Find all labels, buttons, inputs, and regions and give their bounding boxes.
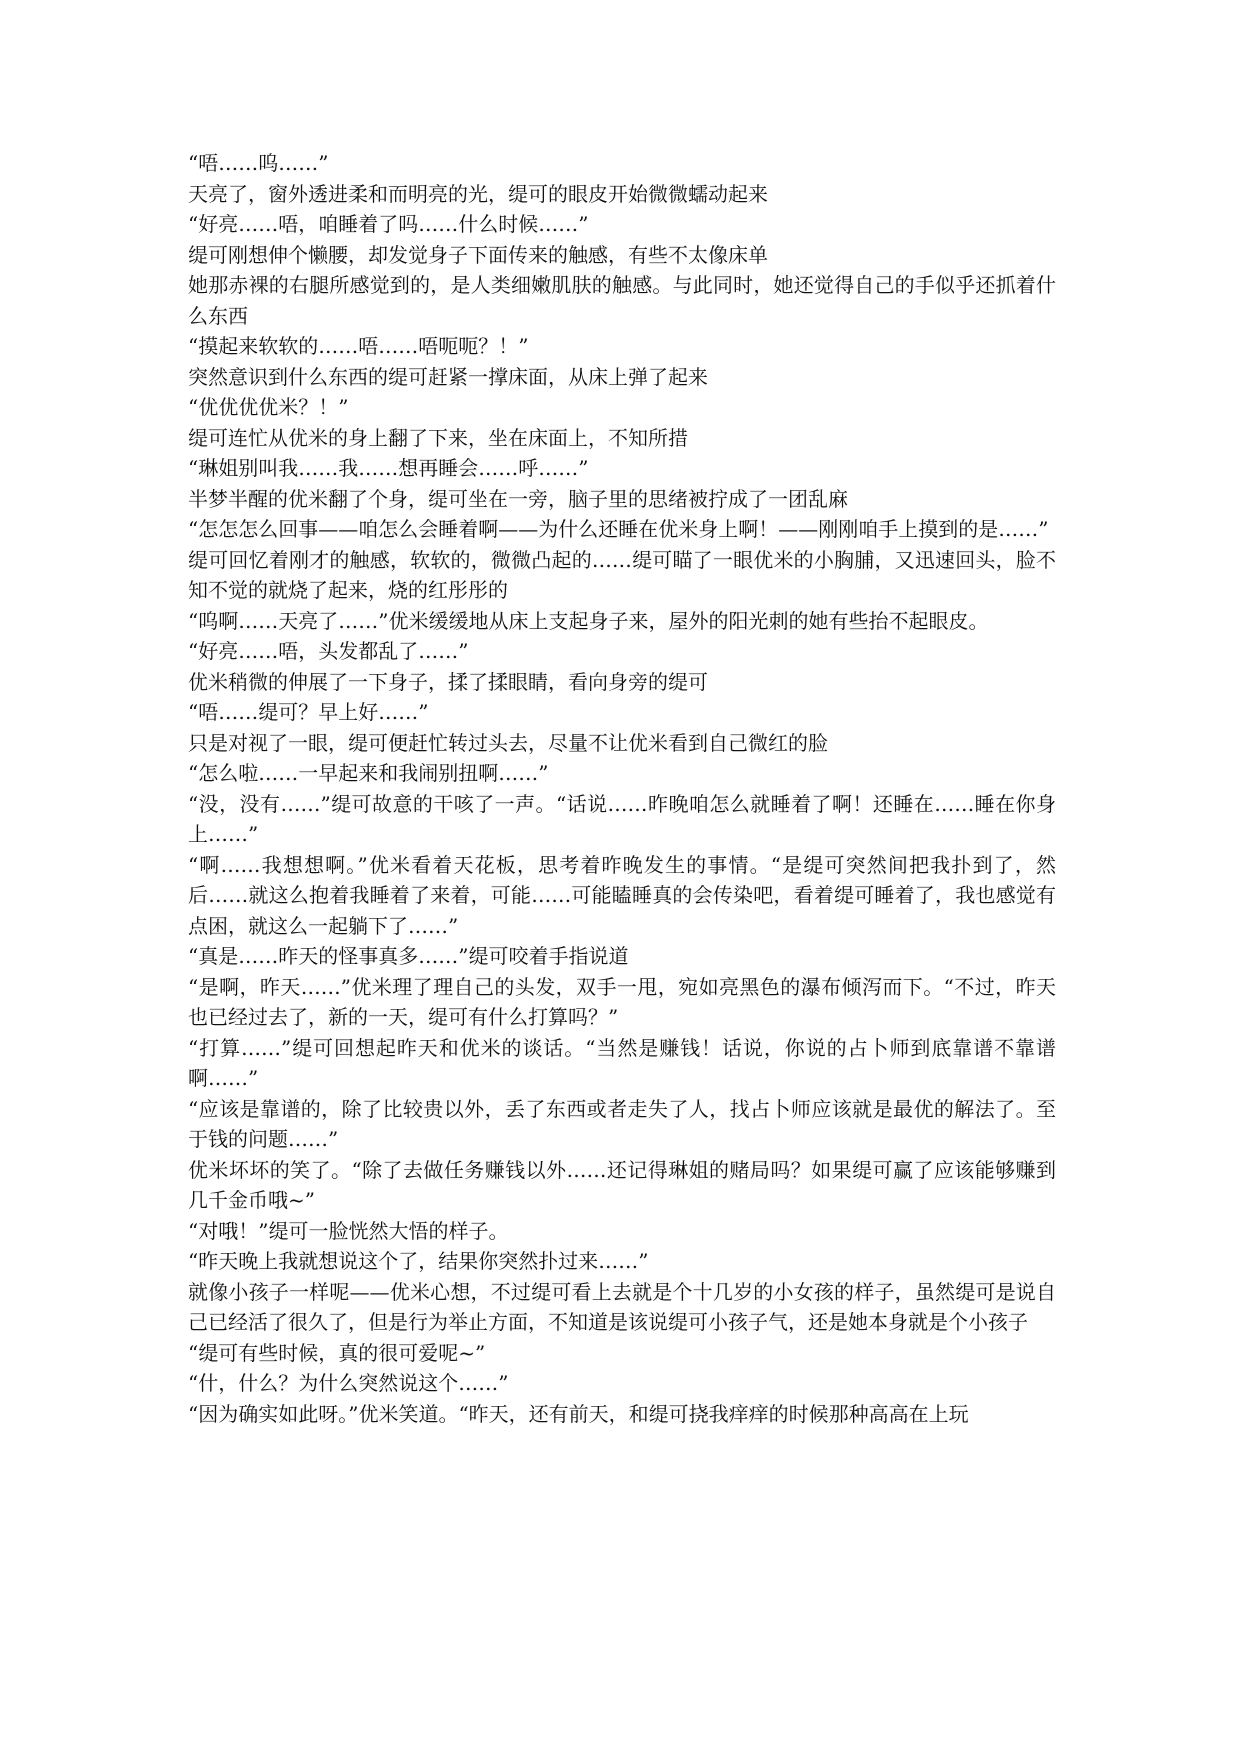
paragraph: 天亮了，窗外透进柔和而明亮的光，缇可的眼皮开始微微蠕动起来 [188,181,768,206]
paragraph: “昨天晚上我就想说这个了，结果你突然扑过来……” [188,1249,649,1273]
paragraph: “真是……昨天的怪事真多……”缇可咬着手指说道 [188,944,629,968]
paragraph: 突然意识到什么东西的缇可赶紧一撑床面，从床上弹了起来 [188,364,708,389]
paragraph: 优米稍微的伸展了一下身子，揉了揉眼睛，看向身旁的缇可 [188,669,708,694]
paragraph: “是啊，昨天……”优米理了理自己的头发，双手一甩，宛如亮黑色的瀑布倾泻而下。“不过，昨天也已经过去了，新的一天，缇可有什么打算吗？” [188,974,1056,1029]
paragraph: “琳姐别叫我……我……想再睡会……呼……” [188,456,589,480]
paragraph: “什，什么？为什么突然说这个……” [188,1371,509,1395]
paragraph: “摸起来软软的……唔……唔呃呃？！” [188,334,529,358]
paragraph: “打算……”缇可回想起昨天和优米的谈话。“当然是赚钱！话说，你说的占卜师到底靠谱不靠谱啊……” [188,1035,1056,1090]
paragraph: “好亮……唔，咱睡着了吗……什么时候……” [188,212,589,236]
paragraph: 只是对视了一眼，缇可便赶忙转过头去，尽量不让优米看到自己微红的脸 [188,730,828,755]
paragraph: 就像小孩子一样呢——优米心想，不过缇可看上去就是个十几岁的小女孩的样子，虽然缇可是说自己已经活了很久了，但是行为举止方面，不知道是该说缇可小孩子气，还是她本身就是个小孩子 [188,1279,1056,1334]
paragraph: “优优优优米？！” [188,395,349,419]
paragraph: “啊……我想想啊。”优米看着天花板，思考着昨晚发生的事情。“是缇可突然间把我扑到了，然后……就这么抱着我睡着了来着，可能……可能瞌睡真的会传染吧，看着缇可睡着了，我也感觉有点困，就这么一起躺下了……” [188,852,1056,938]
paragraph: “好亮……唔，头发都乱了……” [188,639,469,663]
paragraph: 优米坏坏的笑了。“除了去做任务赚钱以外……还记得琳姐的赌局吗？如果缇可赢了应该能够赚到几千金币哦~” [188,1157,1056,1212]
paragraph: “怎怎怎么回事——咱怎么会睡着啊——为什么还睡在优米身上啊！——刚刚咱手上摸到的是……” [188,517,1049,541]
paragraph: “没，没有……”缇可故意的干咳了一声。“话说……昨晚咱怎么就睡着了啊！还睡在……睡在你身上……” [188,791,1056,846]
paragraph: “唔……呜……” [188,151,329,175]
paragraph: 缇可刚想伸个懒腰，却发觉身子下面传来的触感，有些不太像床单 [188,242,768,267]
paragraph: “应该是靠谱的，除了比较贵以外，丢了东西或者走失了人，找占卜师应该就是最优的解法了。至于钱的问题……” [188,1096,1056,1151]
paragraph: “唔……缇可？早上好……” [188,700,429,724]
paragraph: 她那赤裸的右腿所感觉到的，是人类细嫩肌肤的触感。与此同时，她还觉得自己的手似乎还抓着什么东西 [188,273,1056,328]
paragraph: 缇可连忙从优米的身上翻了下来，坐在床面上，不知所措 [188,425,688,450]
paragraph: “因为确实如此呀。”优米笑道。“昨天，还有前天，和缇可挠我痒痒的时候那种高高在上玩 [188,1401,969,1426]
document-page [188,148,1056,1429]
paragraph: “对哦！”缇可一脸恍然大悟的样子。 [188,1218,509,1243]
paragraph: “怎么啦……一早起来和我闹别扭啊……” [188,761,549,785]
paragraph: “呜啊……天亮了……”优米缓缓地从床上支起身子来，屋外的阳光刺的她有些抬不起眼皮。 [188,608,989,633]
paragraph: 缇可回忆着刚才的触感，软软的，微微凸起的……缇可瞄了一眼优米的小胸脯，又迅速回头，脸不知不觉的就烧了起来，烧的红彤彤的 [188,547,1056,602]
paragraph: 半梦半醒的优米翻了个身，缇可坐在一旁，脑子里的思绪被拧成了一团乱麻 [188,486,848,511]
paragraph: “缇可有些时候，真的很可爱呢~” [188,1340,486,1365]
